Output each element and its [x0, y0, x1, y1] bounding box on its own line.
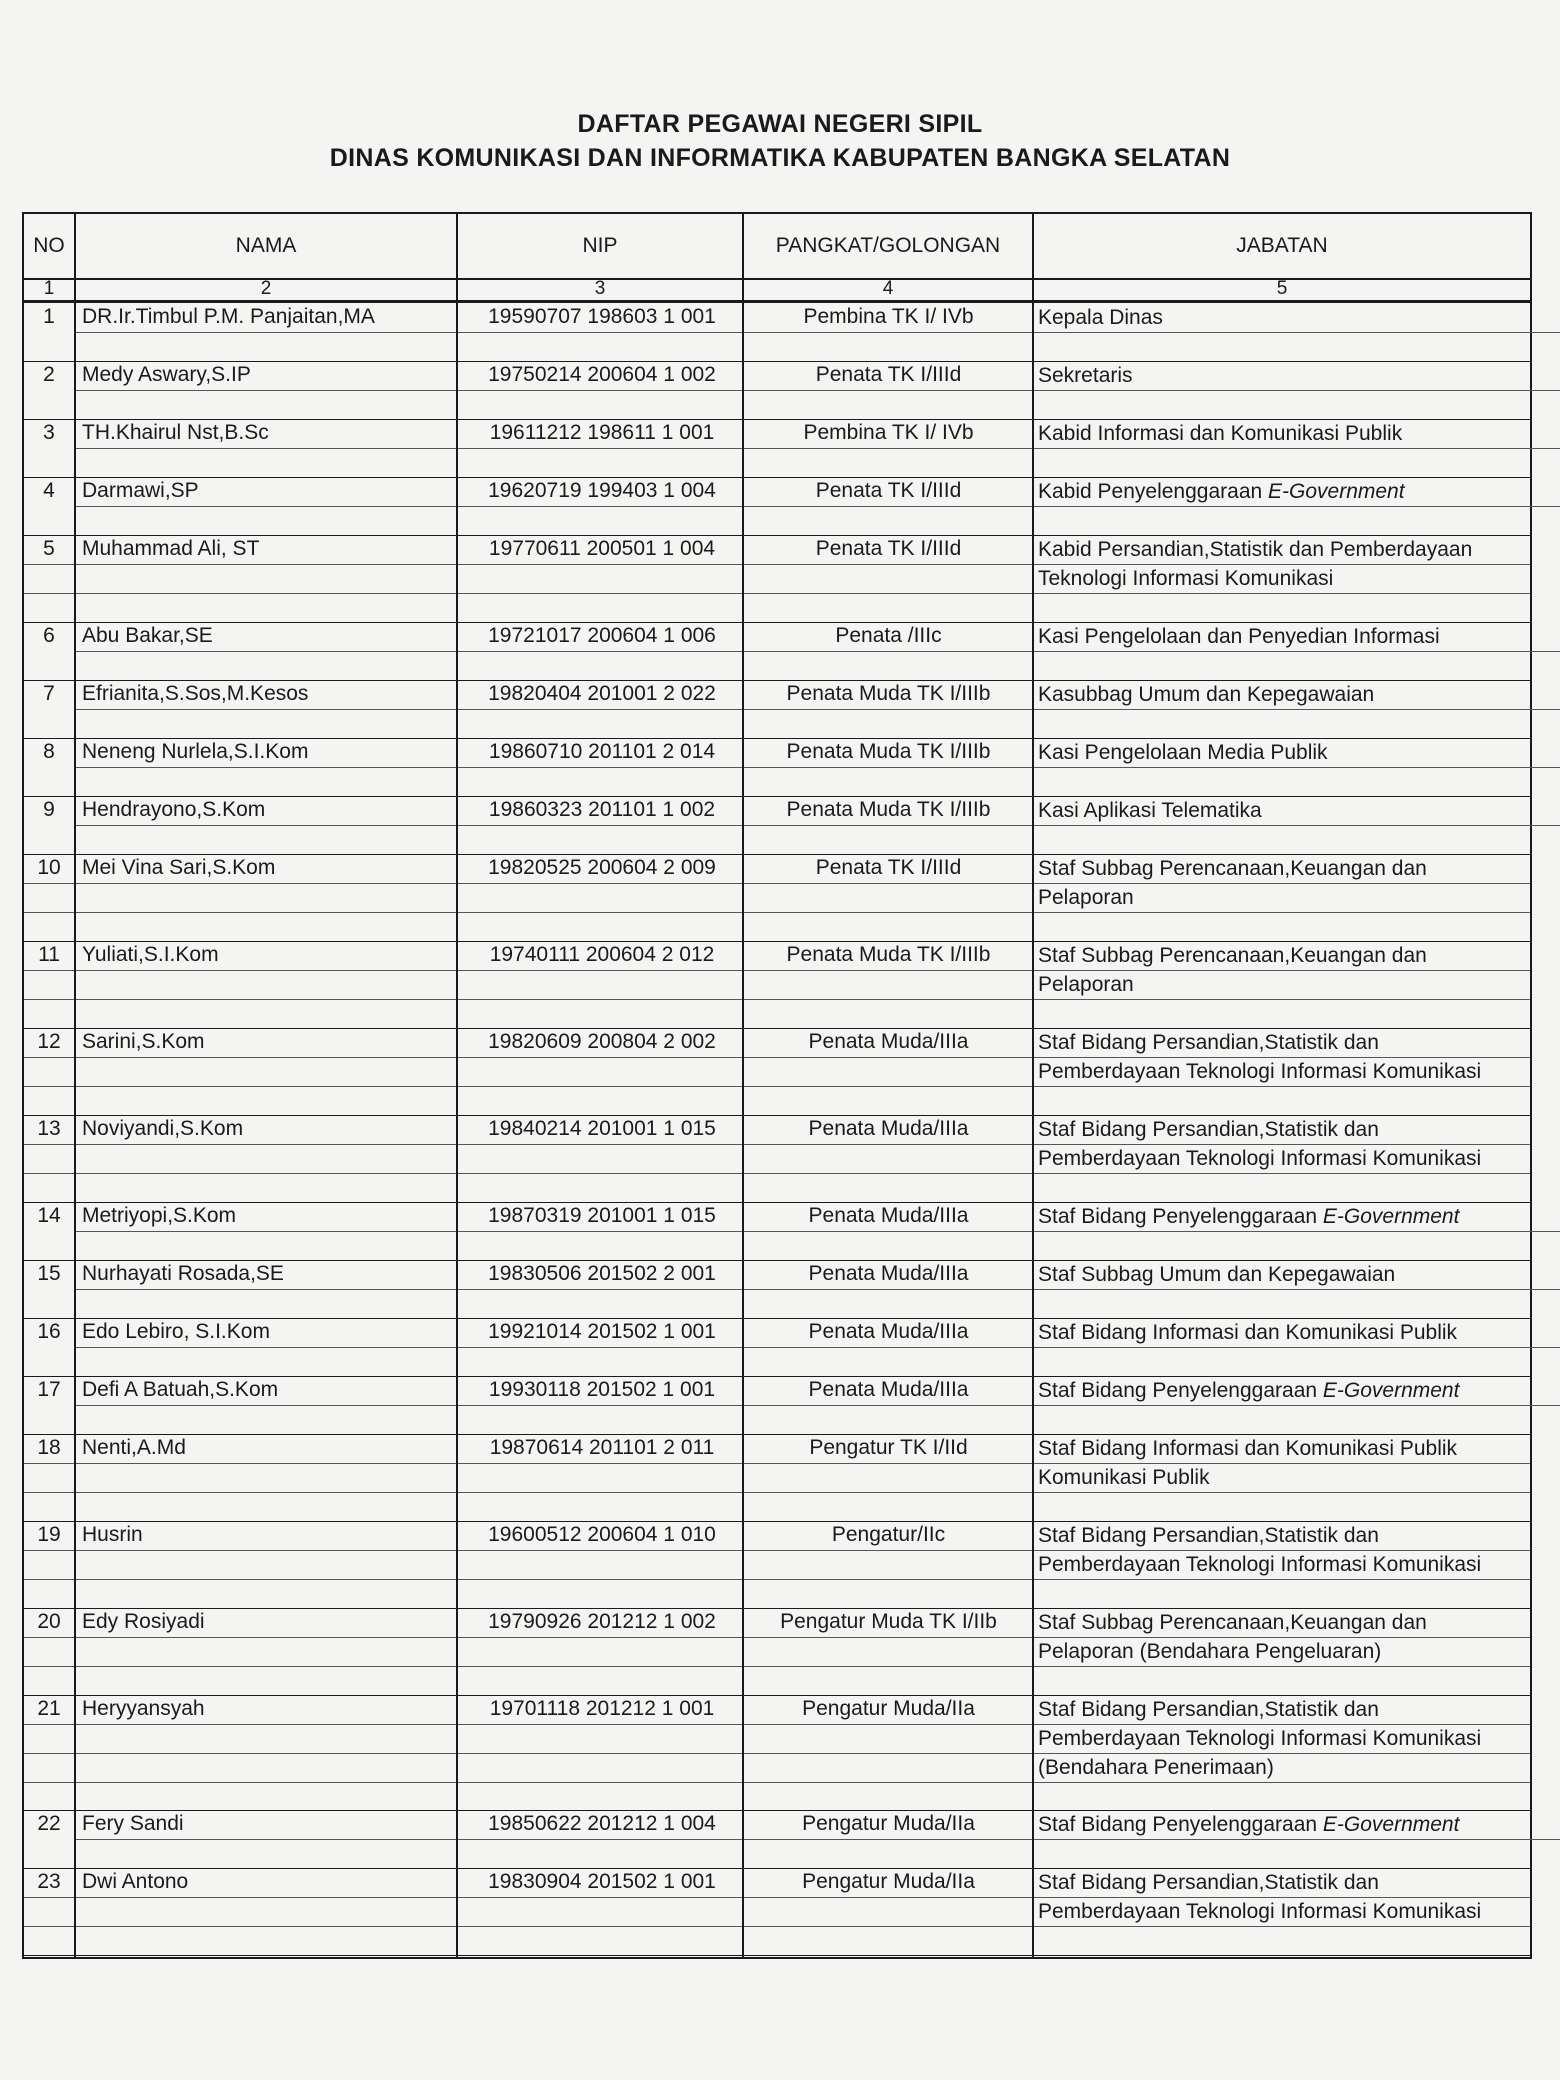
header-nama: NAMA [235, 234, 297, 257]
employee-position [1038, 1202, 1526, 1231]
row-rule [24, 1550, 1530, 1551]
row-number: 16 [37, 1320, 61, 1343]
table-row [24, 535, 1530, 623]
row-number: 5 [43, 537, 55, 560]
column-number: 4 [882, 278, 894, 299]
row-rule [74, 448, 1560, 449]
employee-table [22, 212, 1532, 1959]
employee-nip: 19590707 198603 1 001 [488, 305, 716, 328]
position-line: Staf Bidang Penyelenggaraan E-Government [1038, 1813, 1460, 1836]
employee-name: Abu Bakar,SE [82, 624, 213, 647]
position-line: Pelaporan [1038, 886, 1134, 909]
employee-nip: 19840214 201001 1 015 [488, 1117, 716, 1140]
employee-rank: Pengatur/IIc [831, 1523, 946, 1546]
position-line: Staf Bidang Informasi dan Komunikasi Publik [1038, 1437, 1458, 1460]
row-number: 9 [43, 798, 55, 821]
table-row [24, 854, 1530, 942]
employee-name: Medy Aswary,S.IP [82, 363, 251, 386]
position-line: Kabid Persandian,Statistik dan Pemberdayaan [1038, 538, 1473, 561]
employee-rank: Penata Muda TK I/IIIb [786, 943, 991, 966]
employee-rank: Penata TK I/IIId [815, 537, 962, 560]
employee-position [1038, 1318, 1526, 1347]
row-rule [24, 1057, 1530, 1058]
row-rule [74, 506, 1560, 507]
row-number: 21 [37, 1697, 61, 1720]
employee-rank: Pengatur TK I/IId [809, 1436, 968, 1459]
table-row [24, 477, 1530, 536]
row-number: 15 [37, 1262, 61, 1285]
row-number: 14 [37, 1204, 61, 1227]
table-row [24, 796, 1530, 855]
position-line: Staf Bidang Penyelenggaraan E-Government [1038, 1205, 1460, 1228]
column-number-row [24, 278, 1530, 303]
row-number: 18 [37, 1436, 61, 1459]
employee-nip: 19820525 200604 2 009 [488, 856, 716, 879]
employee-rank: Penata TK I/IIId [815, 479, 962, 502]
column-number: 3 [594, 278, 606, 299]
column-divider [74, 214, 76, 1957]
employee-nip: 19790926 201212 1 002 [488, 1610, 716, 1633]
employee-name: Sarini,S.Kom [82, 1030, 205, 1053]
row-rule [24, 999, 1530, 1000]
row-rule [74, 332, 1560, 333]
position-line: Kepala Dinas [1038, 306, 1163, 329]
position-line: Staf Bidang Persandian,Statistik dan [1038, 1524, 1379, 1547]
table-row [24, 1434, 1530, 1522]
row-rule [24, 1173, 1530, 1174]
employee-name: TH.Khairul Nst,B.Sc [82, 421, 269, 444]
employee-name: Darmawi,SP [82, 479, 199, 502]
position-line: Staf Bidang Penyelenggaraan E-Government [1038, 1379, 1460, 1402]
row-rule [24, 912, 1530, 913]
employee-rank: Penata Muda/IIIa [808, 1262, 969, 1285]
employee-name: Defi A Batuah,S.Kom [82, 1378, 279, 1401]
row-rule [24, 1753, 1530, 1754]
employee-nip: 19921014 201502 1 001 [488, 1320, 716, 1343]
employee-nip: 19770611 200501 1 004 [488, 537, 716, 560]
row-number: 1 [43, 305, 55, 328]
employee-rank: Pembina TK I/ IVb [803, 305, 974, 328]
table-row [24, 1202, 1530, 1261]
row-rule [24, 1926, 1530, 1927]
row-rule [24, 593, 1530, 594]
employee-rank: Penata Muda/IIIa [808, 1320, 969, 1343]
position-line: Sekretaris [1038, 364, 1133, 387]
employee-name: Husrin [82, 1523, 143, 1546]
employee-rank: Pengatur Muda/IIa [802, 1697, 975, 1720]
employee-name: Edo Lebiro, S.I.Kom [82, 1320, 270, 1343]
employee-rank: Pembina TK I/ IVb [803, 421, 974, 444]
employee-name: Noviyandi,S.Kom [82, 1117, 244, 1140]
employee-rank: Penata Muda TK I/IIIb [786, 682, 991, 705]
position-line: Kasi Pengelolaan dan Penyedian Informasi [1038, 625, 1440, 648]
employee-nip: 19750214 200604 1 002 [488, 363, 716, 386]
row-rule [24, 1897, 1530, 1898]
employee-name: Nurhayati Rosada,SE [82, 1262, 284, 1285]
table-row [24, 941, 1530, 1029]
row-rule [74, 825, 1560, 826]
employee-nip: 19870319 201001 1 015 [488, 1204, 716, 1227]
row-rule [24, 1144, 1530, 1145]
employee-nip: 19860323 201101 1 002 [488, 798, 716, 821]
employee-position [1038, 1260, 1526, 1289]
row-rule [74, 390, 1560, 391]
employee-name: Mei Vina Sari,S.Kom [82, 856, 276, 879]
row-number: 12 [37, 1030, 61, 1053]
table-row [24, 680, 1530, 739]
employee-position [1038, 622, 1526, 651]
employee-position [1038, 419, 1526, 448]
position-line: Staf Bidang Persandian,Statistik dan [1038, 1698, 1379, 1721]
position-line: Staf Subbag Perencanaan,Keuangan dan [1038, 1611, 1427, 1634]
table-row [24, 738, 1530, 797]
row-number: 19 [37, 1523, 61, 1546]
document-title: DAFTAR PEGAWAI NEGERI SIPIL [577, 110, 983, 138]
row-number: 3 [43, 421, 55, 444]
employee-rank: Penata Muda/IIIa [808, 1378, 969, 1401]
employee-nip: 19701118 201212 1 001 [489, 1697, 715, 1720]
employee-nip: 19620719 199403 1 004 [488, 479, 716, 502]
position-line: Staf Bidang Informasi dan Komunikasi Publik [1038, 1321, 1458, 1344]
table-row [24, 1608, 1530, 1696]
row-number: 2 [43, 363, 55, 386]
employee-nip: 19830506 201502 2 001 [488, 1262, 716, 1285]
row-rule [74, 1289, 1560, 1290]
employee-name: DR.Ir.Timbul P.M. Panjaitan,MA [82, 305, 375, 328]
position-line: Kasubbag Umum dan Kepegawaian [1038, 683, 1375, 706]
row-number: 7 [43, 682, 55, 705]
row-number: 10 [37, 856, 61, 879]
employee-rank: Penata Muda/IIIa [808, 1117, 969, 1140]
row-number: 6 [43, 624, 55, 647]
employee-nip: 19870614 201101 2 011 [489, 1436, 715, 1459]
row-rule [24, 564, 1530, 565]
position-line: Pelaporan (Bendahara Pengeluaran) [1038, 1640, 1382, 1663]
employee-name: Efrianita,S.Sos,M.Kesos [82, 682, 309, 705]
employee-rank: Penata /IIIc [835, 624, 942, 647]
employee-name: Muhammad Ali, ST [82, 537, 260, 560]
employee-nip: 19600512 200604 1 010 [488, 1523, 716, 1546]
row-rule [74, 767, 1560, 768]
employee-rank: Penata Muda/IIIa [808, 1030, 969, 1053]
row-rule [74, 1347, 1560, 1348]
table-row [24, 1318, 1530, 1377]
employee-rank: Pengatur Muda/IIa [802, 1812, 975, 1835]
employee-rank: Pengatur Muda TK I/IIb [780, 1610, 997, 1633]
employee-position [1038, 303, 1526, 332]
row-rule [24, 1724, 1530, 1725]
position-line: Kasi Aplikasi Telematika [1038, 799, 1262, 822]
employee-name: Heryyansyah [82, 1697, 205, 1720]
table-row [24, 1868, 1530, 1956]
employee-rank: Pengatur Muda/IIa [802, 1870, 975, 1893]
row-number: 13 [37, 1117, 61, 1140]
row-rule [74, 651, 1560, 652]
row-number: 8 [43, 740, 55, 763]
header-jabatan: JABATAN [1236, 234, 1328, 257]
position-line: Staf Subbag Umum dan Kepegawaian [1038, 1263, 1396, 1286]
table-row [24, 1028, 1530, 1116]
header-nip: NIP [582, 234, 618, 257]
employee-position [1038, 1695, 1526, 1782]
table-row [24, 361, 1530, 420]
position-line: Pemberdayaan Teknologi Informasi Komunikasi [1038, 1060, 1482, 1083]
employee-name: Neneng Nurlela,S.I.Kom [82, 740, 309, 763]
employee-name: Edy Rosiyadi [82, 1610, 205, 1633]
employee-nip: 19860710 201101 2 014 [488, 740, 716, 763]
employee-nip: 19740111 200604 2 012 [489, 943, 715, 966]
row-number: 11 [38, 943, 60, 966]
employee-position [1038, 796, 1526, 825]
column-number: 2 [260, 278, 272, 299]
position-line: Pelaporan [1038, 973, 1134, 996]
row-rule [74, 709, 1560, 710]
employee-name: Hendrayono,S.Kom [82, 798, 266, 821]
row-rule [74, 1405, 1560, 1406]
table-row [24, 1115, 1530, 1203]
employee-nip: 19930118 201502 1 001 [488, 1378, 716, 1401]
employee-name: Nenti,A.Md [82, 1436, 186, 1459]
employee-rank: Penata TK I/IIId [815, 856, 962, 879]
employee-name: Dwi Antono [82, 1870, 189, 1893]
employee-name: Fery Sandi [82, 1812, 184, 1835]
position-line: Teknologi Informasi Komunikasi [1038, 567, 1334, 590]
employee-position [1038, 738, 1526, 767]
row-rule [24, 1666, 1530, 1667]
row-number: 4 [43, 479, 55, 502]
employee-position [1038, 1810, 1526, 1839]
position-line: Pemberdayaan Teknologi Informasi Komunikasi [1038, 1900, 1482, 1923]
row-rule [24, 970, 1530, 971]
column-divider [742, 214, 744, 1957]
employee-name: Yuliati,S.I.Kom [82, 943, 219, 966]
column-number: 1 [43, 278, 55, 299]
position-line: Pemberdayaan Teknologi Informasi Komunikasi [1038, 1553, 1482, 1576]
position-line: Kasi Pengelolaan Media Publik [1038, 741, 1328, 764]
table-row [24, 1521, 1530, 1609]
row-rule [24, 1086, 1530, 1087]
employee-position [1038, 361, 1526, 390]
row-rule [74, 1231, 1560, 1232]
row-number: 23 [37, 1870, 61, 1893]
employee-position [1038, 680, 1526, 709]
position-line: Pemberdayaan Teknologi Informasi Komunikasi [1038, 1147, 1482, 1170]
employee-rank: Penata TK I/IIId [815, 363, 962, 386]
position-line: Staf Bidang Persandian,Statistik dan [1038, 1031, 1379, 1054]
row-number: 20 [37, 1610, 61, 1633]
employee-nip: 19820404 201001 2 022 [488, 682, 716, 705]
employee-position [1038, 477, 1526, 506]
position-line: Kabid Penyelenggaraan E-Government [1038, 480, 1405, 503]
position-line: Staf Subbag Perencanaan,Keuangan dan [1038, 857, 1427, 880]
employee-rank: Penata Muda/IIIa [808, 1204, 969, 1227]
table-row [24, 1376, 1530, 1435]
row-rule [24, 1579, 1530, 1580]
position-line: Staf Bidang Persandian,Statistik dan [1038, 1118, 1379, 1141]
document-subtitle: DINAS KOMUNIKASI DAN INFORMATIKA KABUPATEN BANGKA SELATAN [329, 144, 1231, 172]
employee-rank: Penata Muda TK I/IIIb [786, 740, 991, 763]
row-rule [24, 1637, 1530, 1638]
row-rule [24, 1782, 1530, 1783]
column-number: 5 [1276, 278, 1288, 299]
row-number: 17 [37, 1378, 61, 1401]
column-divider [1032, 214, 1034, 1957]
table-row [24, 419, 1530, 478]
position-line: Staf Subbag Perencanaan,Keuangan dan [1038, 944, 1427, 967]
employee-position [1038, 1376, 1526, 1405]
header-no: NO [33, 234, 65, 257]
header-pangkat: PANGKAT/GOLONGAN [775, 234, 1001, 257]
table-row [24, 1695, 1530, 1811]
table-row [24, 303, 1530, 362]
employee-nip: 19830904 201502 1 001 [488, 1870, 716, 1893]
row-rule [24, 1463, 1530, 1464]
position-line: Komunikasi Publik [1038, 1466, 1210, 1489]
employee-name: Metriyopi,S.Kom [82, 1204, 237, 1227]
employee-nip: 19611212 198611 1 001 [489, 421, 715, 444]
row-number: 22 [37, 1812, 61, 1835]
employee-rank: Penata Muda TK I/IIIb [786, 798, 991, 821]
table-row [24, 1810, 1530, 1869]
position-line: Kabid Informasi dan Komunikasi Publik [1038, 422, 1403, 445]
row-rule [24, 883, 1530, 884]
table-row [24, 622, 1530, 681]
position-line: Staf Bidang Persandian,Statistik dan [1038, 1871, 1379, 1894]
employee-nip: 19721017 200604 1 006 [488, 624, 716, 647]
row-rule [24, 1492, 1530, 1493]
row-rule [74, 1839, 1560, 1840]
employee-nip: 19820609 200804 2 002 [488, 1030, 716, 1053]
position-line: Pemberdayaan Teknologi Informasi Komunikasi [1038, 1727, 1482, 1750]
column-divider [456, 214, 458, 1957]
employee-nip: 19850622 201212 1 004 [488, 1812, 716, 1835]
position-line: (Bendahara Penerimaan) [1038, 1756, 1274, 1779]
table-header [24, 214, 1530, 280]
table-row [24, 1260, 1530, 1319]
